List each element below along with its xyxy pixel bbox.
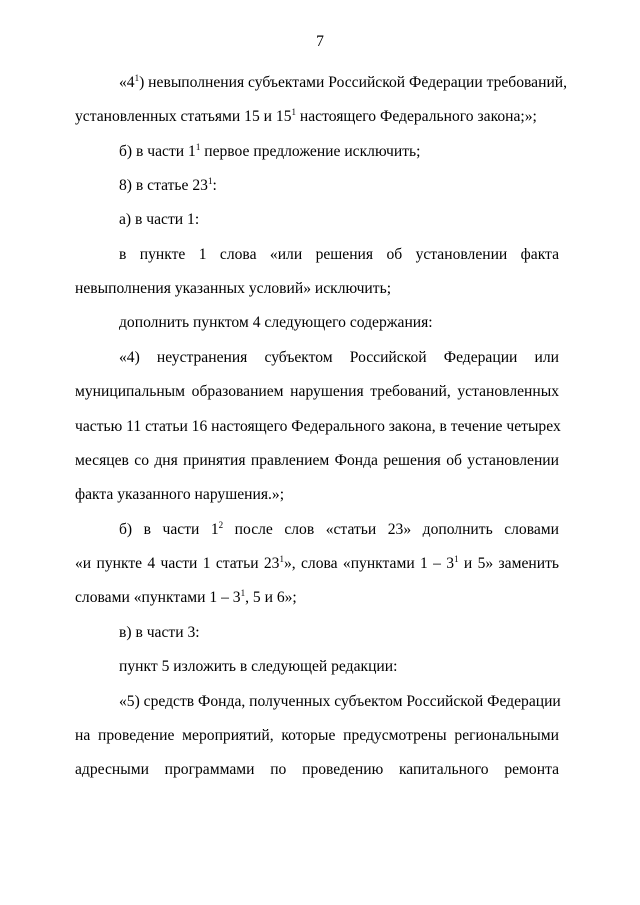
text-line: установленных статьями 15 и $15^1$ настоящего Федерального закона;»;	[75, 107, 537, 125]
page-number: 7	[316, 33, 324, 50]
text-line: «4) неустранения субъектом Российской Федерации или	[119, 349, 559, 366]
text-line: муниципальным образованием нарушения требований, установленных	[75, 383, 559, 400]
text-line: адресными программами по проведению капитального ремонта	[75, 761, 559, 778]
text-line: б) в части $1^1$ первое предложение исключить;	[119, 142, 421, 160]
text-line: б) в части $1^2$ после слов «статьи 23» дополнить словами	[119, 520, 560, 538]
text-line: факта указанного нарушения.»;	[75, 486, 285, 503]
text-line: дополнить пунктом 4 следующего содержания:	[119, 314, 433, 331]
text-line: месяцев со дня принятия правлением Фонда решения об установлении	[75, 452, 559, 469]
text-line: в пункте 1 слова «или решения об установлении факта	[119, 246, 559, 263]
text-line: а) в части 1:	[119, 211, 200, 228]
text-line: в) в части 3:	[119, 624, 200, 641]
text-line: 8) в статье $23^1$:	[119, 176, 217, 194]
text-line: «5) средств Фонда, полученных субъектом Российской Федерации	[119, 693, 561, 710]
text-line: пункт 5 изложить в следующей редакции:	[119, 658, 398, 675]
text-line: на проведение мероприятий, которые предусмотрены региональными	[75, 727, 559, 744]
text-line: невыполнения указанных условий» исключить;	[75, 280, 392, 297]
text-line: «и пункте 4 части 1 статьи $23^1$», слова «пунктами $1 - 3^1$ и 5» заменить	[75, 554, 560, 572]
text-line: частью 11 статьи 16 настоящего Федерального закона, в течение четырех	[75, 418, 561, 435]
text-line: словами «пунктами $1 - 3^1$, 5 и 6»;	[75, 588, 297, 606]
text-line: «$4^1$) невыполнения субъектами Российской Федерации требований,	[119, 73, 568, 91]
